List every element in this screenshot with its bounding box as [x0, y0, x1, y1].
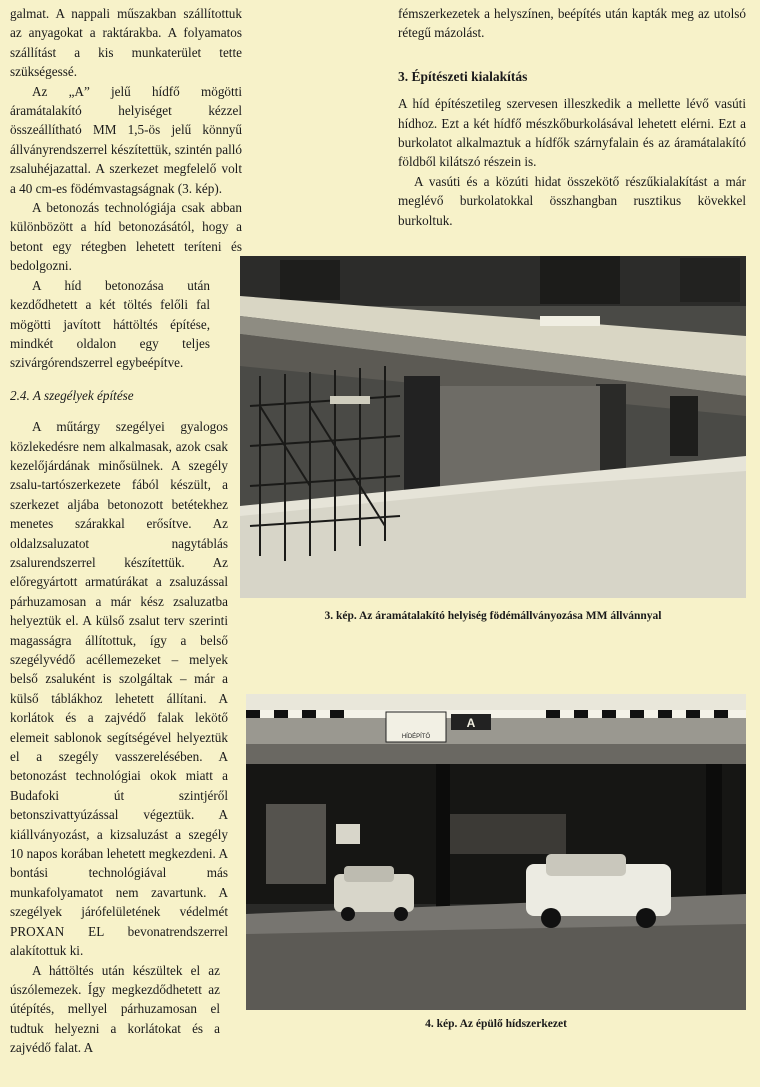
paragraph: A híd építészetileg szervesen illeszkedik a mellette lévő vasúti hídhoz. Ezt a két hídfő mészkőburkolásával lehetett elérni. Ezt a burkolatot alkalmaztuk a hídfők szárnyfalain és az áramátalakító földből kilátszó részein is.	[398, 96, 746, 170]
paragraph: Az „A” jelű hídfő mögötti áramátalakító helyiséget kézzel összeállítható MM 1,5-ös jelű könnyű állványrendszerrel készítettük, szintén palló zsaluhéjazattal. A szerkezet megfelelő volt a 40 cm-es födémvastagságnak (3. kép).	[10, 83, 242, 196]
photo-bridge-image	[246, 694, 746, 1010]
photo-scaffolding-image	[240, 256, 746, 598]
figure-caption-4: 4. kép. Az épülő hídszerkezet	[425, 1018, 567, 1030]
left-column	[10, 4, 242, 1058]
section-heading-2-4: 2.4. A szegélyek építése	[10, 387, 134, 403]
paragraph: A műtárgy szegélyei gyalogos közlekedésre nem alkalmasak, azok csak kezelőjárdának minősülnek. A szegély zsalu-tartószerkezete fából készült, a szerkezet aljába betonozott betétekhez menetes szárakkal erősítve. Az oldalzsaluzatot nagytáblás zsalurendszerrel készítettük. Az előregyártott armatúrákat a zsaluzással párhuzamosan a már kész zsaluzatba helyeztük el. A külső zsalut terv szerinti magasságra állítottuk, így a belső szegélyvédő acéllemezeket – melyek belső zsaluként is szolgáltak – már a külső táblákhoz lehetett állítani. A korlátok és a zajvédő falak lekötő elemeit sablonok segítségével helyeztük el a szegély vasszerelésében. A betonozást technológiai okok miatt a Budafoki út szintjéről betonszivattyúzással végeztük. A kiállványozást, a kizsaluzást a szegély 10 napos korában lehetett megkezdeni. A bontási technológiával más munkafolyamatot nem zavartunk. A szegélyek járófelületének védelmét PROXAN EL bevonatrendszerrel alakítottuk ki.	[10, 419, 228, 959]
right-column	[398, 4, 746, 230]
photo-scaffolding	[240, 256, 746, 598]
figure-caption-3: 3. kép. Az áramátalakító helyiség födémállványozása MM állvánnyal	[324, 610, 662, 622]
photo-bridge	[246, 694, 746, 1010]
paragraph: A betonozás technológiája csak abban különbözött a híd betonozásától, hogy a betont egy rétegben lehetett teríteni és bedolgozni.	[10, 200, 242, 274]
paragraph: A vasúti és a közúti hidat összekötő részűkialakítást a már meglévő burkolatokkal összhangban rusztikus kövekkel burkoltuk.	[398, 173, 746, 228]
paragraph: fémszerkezetek a helyszínen, beépítés után kapták meg az utolsó rétegű mázolást.	[398, 6, 746, 41]
paragraph: A háttöltés után készültek el az úszólemezek. Így megkezdődhetett az útépítés, mellyel párhuzamosan el tudtuk helyezni a korlátokat és a zajvédő falat. A	[10, 962, 220, 1056]
sign-text: HÍDÉPÍTŐ	[401, 734, 431, 740]
paragraph: A híd betonozása után kezdődhetett a két töltés felőli fal mögötti javított háttöltés építése, mindkét oldalon egy teljes szivárgórendszerrel egybeépítve.	[10, 277, 210, 371]
sign-letter: A	[466, 716, 476, 730]
section-heading-3: 3. Építészeti kialakítás	[398, 68, 528, 84]
paragraph: galmat. A nappali műszakban szállítottuk az anyagokat a raktárakba. A folyamatos szállítást a kis munkaterület tette szükségessé.	[10, 6, 242, 80]
